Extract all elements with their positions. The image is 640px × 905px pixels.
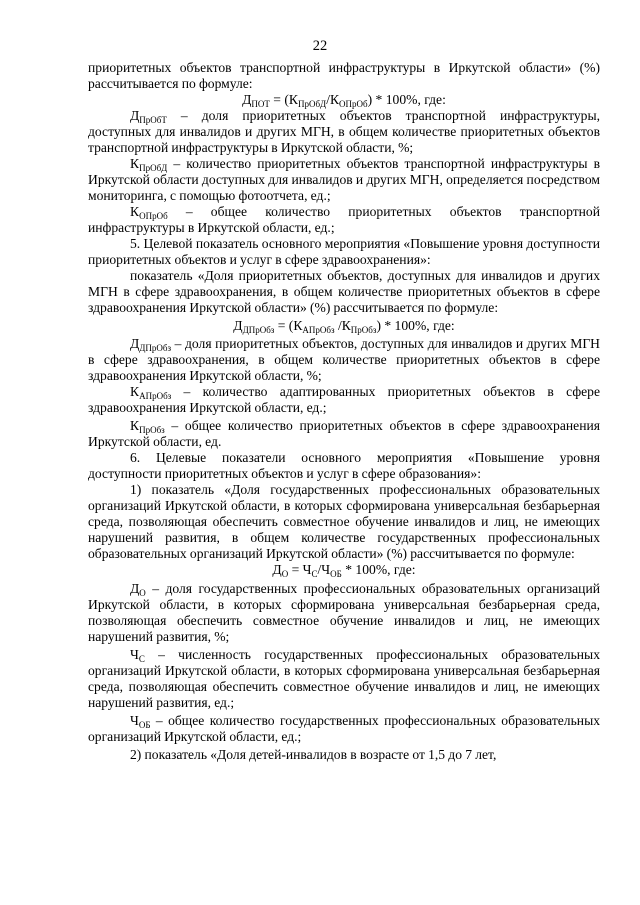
section-6-heading: 6. Целевые показатели основного мероприятия «Повышение уровня доступности приоритетных объектов и услуг в сфере образования»: — [88, 450, 600, 481]
definition-k-probd: $К_{ПрОбД}$ – количество приоритетных объектов транспортной инфраструктуры в Иркутской области доступных для инвалидов и других МГН, определяется посредством мониторинга, с помощью фотоотчета, ед.; — [88, 156, 600, 203]
formula-healthcare: $Д_{ДПрОбз} = (К_{АПрОбз}$ $/К_{ПрОбз}) * 100\%$, где: — [233, 318, 455, 335]
document-body — [88, 60, 600, 763]
formula-education: $Д_О = Ч_С/Ч_{ОБ} * 100\%$, где: — [272, 562, 416, 579]
page-number: 22 — [312, 38, 328, 54]
definition-k-probz: $К_{ПрОбз}$ – общее количество приоритетных объектов в сфере здравоохранения Иркутской области, ед. — [88, 418, 600, 449]
definition-d-o: $Д_О$ – доля государственных профессиональных образовательных организаций Иркутской области, в которых сформирована универсальная безбарьерная среда, позволяющая обеспечить совместное обучение инвалидов и лиц, не имеющих нарушений развития, %; — [88, 581, 600, 644]
section-5-indicator: показатель «Доля приоритетных объектов, доступных для инвалидов и других МГН в сфере здравоохранения, в общем количестве приоритетных объектов в сфере здравоохранения Иркутской области» (%) рассчитывается по формуле: — [88, 268, 600, 315]
definition-k-aprobz: $К_{АПрОбз}$ – количество адаптированных приоритетных объектов в сфере здравоохранения Иркутской области, ед.; — [88, 384, 600, 415]
section-5-heading: 5. Целевой показатель основного мероприятия «Повышение уровня доступности приоритетных объектов и услуг в сфере здравоохранения»: — [88, 236, 600, 267]
definition-ch-s: $Ч_С$ – численность государственных профессиональных образовательных организаций Иркутской области, в которых сформирована универсальная безбарьерная среда, позволяющая обеспечить совместное обучение инвалидов и лиц, не имеющих нарушений развития, ед.; — [88, 647, 600, 710]
paragraph-intro: приоритетных объектов транспортной инфраструктуры в Иркутской области» (%) рассчитывается по формуле: — [88, 60, 600, 91]
definition-d-probt: $Д_{ПрОбТ}$ – доля приоритетных объектов транспортной инфраструктуры, доступных для инвалидов и других МГН, в общем количестве приоритетных объектов транспортной инфраструктуры в Иркутской области, %; — [88, 108, 600, 155]
definition-d-dprobz: $Д_{ДПрОбз}$ – доля приоритетных объектов, доступных для инвалидов и других МГН в сфере здравоохранения, в общем количестве приоритетных объектов в сфере здравоохранения Иркутской области, %; — [88, 336, 600, 383]
definition-ch-ob: $Ч_{ОБ}$ – общее количество государственных профессиональных образовательных организаций Иркутской области, ед.; — [88, 713, 600, 744]
section-6-indicator-1: 1) показатель «Доля государственных профессиональных образовательных организаций Иркутской области, в которых сформирована универсальная безбарьерная среда, позволяющая обеспечить совместное обучение инвалидов и лиц, не имеющих нарушений развития, в общем количестве государственных профессиональных образовательных организаций Иркутской области» (%) рассчитывается по формуле: — [88, 482, 600, 561]
section-6-indicator-2: 2) показатель «Доля детей-инвалидов в возрасте от 1,5 до 7 лет, — [130, 747, 497, 762]
definition-k-oprob: $К_{ОПрОб}$ – общее количество приоритетных объектов транспортной инфраструктуры в Иркутской области, ед.; — [88, 204, 600, 235]
formula-transport: $Д_{ПОТ} = (К_{ПрОбД}/К_{ОПрОб}) * 100\%$, где: — [242, 92, 446, 109]
